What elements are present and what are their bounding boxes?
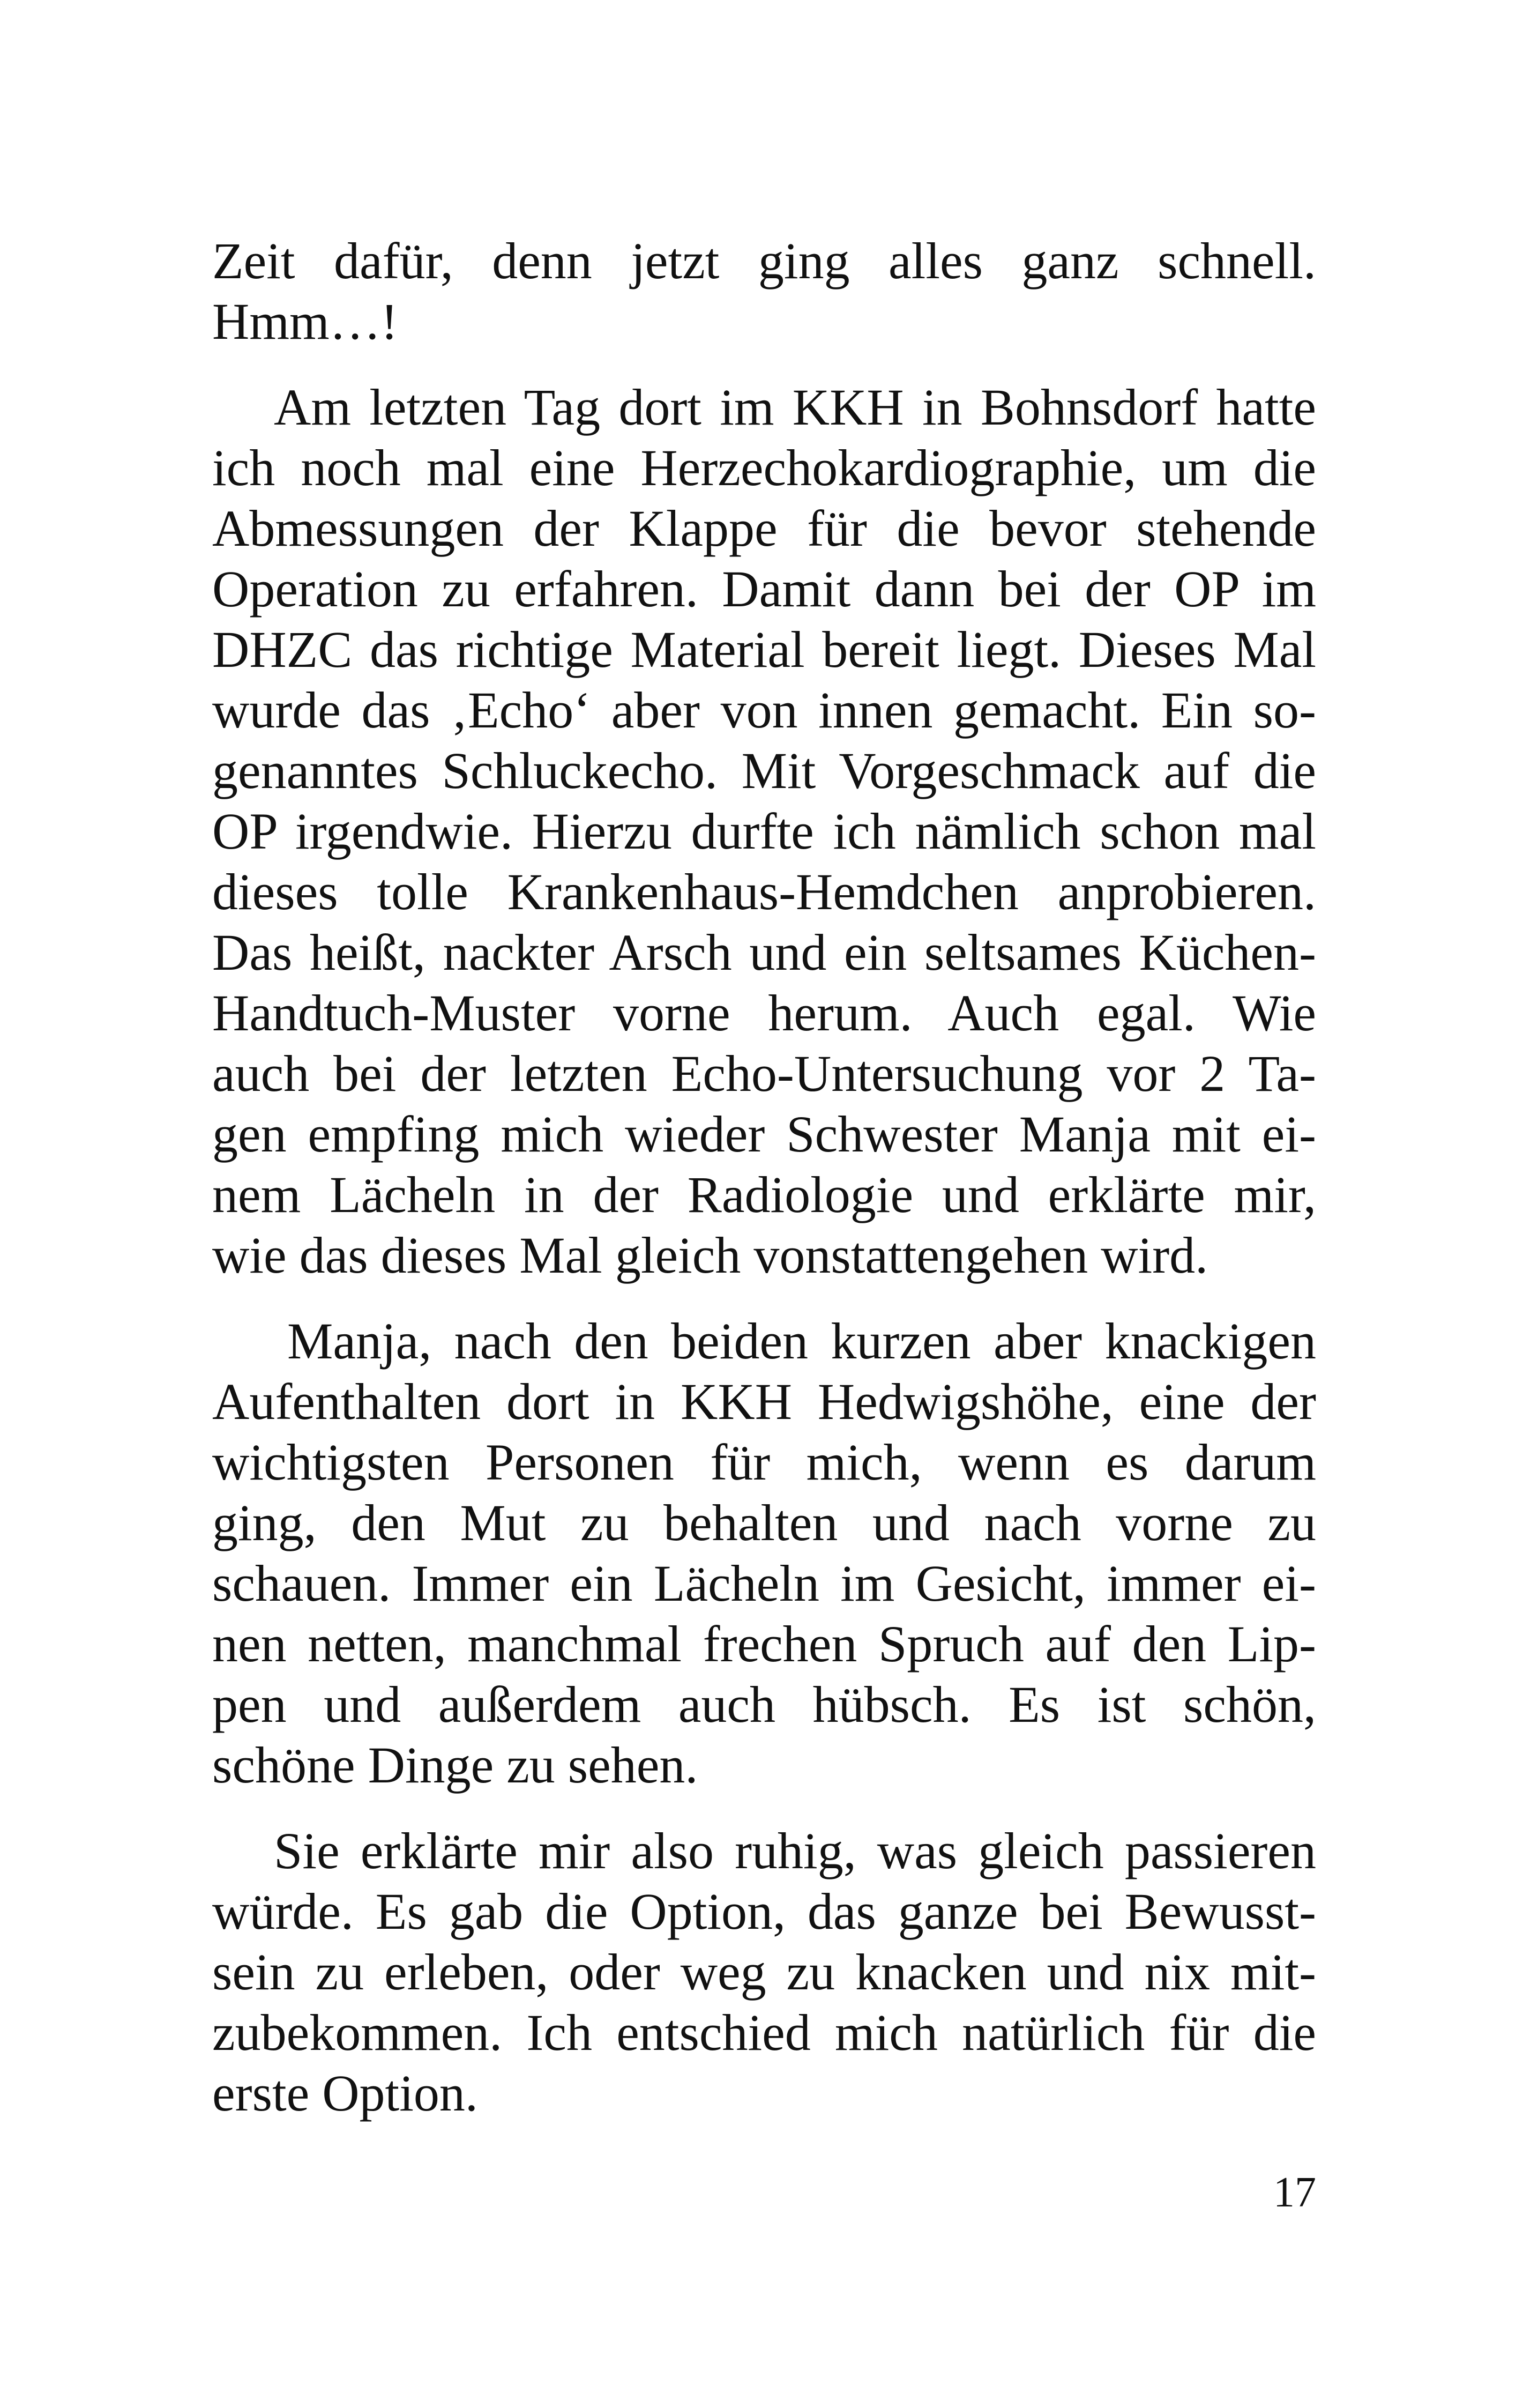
- text-line: ging, den Mut zu behalten und nach vorne zu: [212, 1494, 1316, 1551]
- text-line: wurde das ‚Echo‘ aber von innen gemacht. Ein so-: [212, 681, 1316, 739]
- text-line: dieses tolle Krankenhaus-Hemdchen anprobieren.: [212, 863, 1316, 920]
- text-line: nem Lächeln in der Radiologie und erklärte mir,: [212, 1166, 1316, 1223]
- text-line: Sie erklärte mir also ruhig, was gleich passieren: [274, 1822, 1316, 1879]
- text-line: nen netten, manchmal frechen Spruch auf den Lip-: [212, 1615, 1316, 1673]
- paragraph-2: [212, 377, 1316, 1285]
- text-line: OP irgendwie. Hierzu durfte ich nämlich schon mal: [212, 802, 1316, 860]
- text-line: genanntes Schluckecho. Mit Vorgeschmack auf die: [212, 742, 1316, 799]
- paragraph-3: [212, 1311, 1316, 1795]
- text-line: wie das dieses Mal gleich vonstattengehen wird.: [212, 1227, 1208, 1284]
- text-line: Handtuch-Muster vorne herum. Auch egal. Wie: [212, 984, 1316, 1042]
- text-line: Am letzten Tag dort im KKH in Bohnsdorf hatte: [274, 378, 1316, 436]
- text-line: schöne Dinge zu sehen.: [212, 1736, 698, 1794]
- text-line: DHZC das richtige Material bereit liegt. Dieses Mal: [212, 621, 1316, 678]
- text-line: ich noch mal eine Herzechokardiographie, um die: [212, 439, 1316, 496]
- text-line: Operation zu erfahren. Damit dann bei der OP im: [212, 560, 1316, 618]
- text-line: sein zu erleben, oder weg zu knacken und nix mit-: [212, 1943, 1316, 2001]
- paragraph-1: [212, 231, 1316, 352]
- text-line: Zeit dafür, denn jetzt ging alles ganz schnell.: [212, 232, 1316, 289]
- text-line: schauen. Immer ein Lächeln im Gesicht, immer ei-: [212, 1555, 1316, 1612]
- text-line: Abmessungen der Klappe für die bevor stehende: [212, 500, 1316, 557]
- text-line: auch bei der letzten Echo-Untersuchung vor 2 Ta-: [212, 1045, 1316, 1102]
- text-line: Manja, nach den beiden kurzen aber knackigen: [287, 1312, 1316, 1370]
- text-line: pen und außerdem auch hübsch. Es ist schön,: [212, 1676, 1316, 1733]
- text-line: erste Option.: [212, 2064, 478, 2122]
- body-text: [212, 231, 1316, 2123]
- text-line: würde. Es gab die Option, das ganze bei Bewusst-: [212, 1883, 1316, 1940]
- text-line: Hmm…!: [212, 293, 398, 350]
- paragraph-4: [212, 1820, 1316, 2123]
- text-line: Das heißt, nackter Arsch und ein seltsames Küchen-: [212, 924, 1316, 981]
- text-line: wichtigsten Personen für mich, wenn es darum: [212, 1433, 1316, 1491]
- text-line: Aufenthalten dort in KKH Hedwigshöhe, eine der: [212, 1373, 1316, 1430]
- text-line: gen empfing mich wieder Schwester Manja mit ei-: [212, 1105, 1316, 1163]
- text-line: zubekommen. Ich entschied mich natürlich für die: [212, 2004, 1316, 2061]
- page-number: 17: [1273, 2169, 1316, 2216]
